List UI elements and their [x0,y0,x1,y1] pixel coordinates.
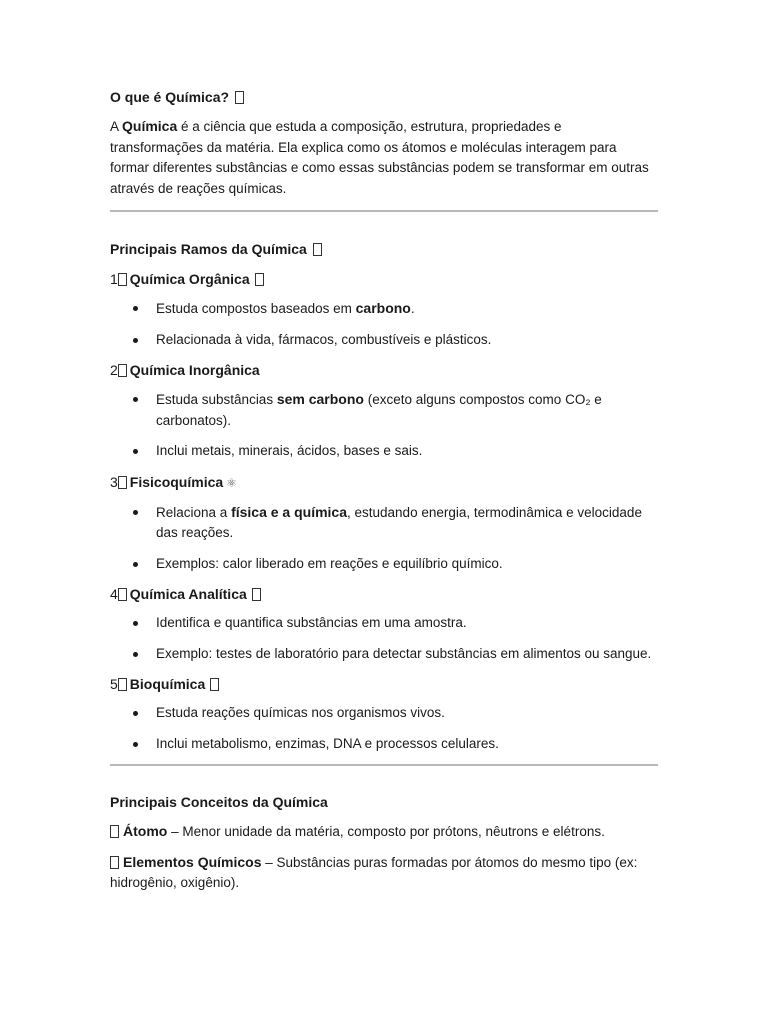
missing-glyph-icon [118,588,127,601]
bullet-dot-icon [133,652,138,657]
bullet-item [110,703,658,724]
branch-number: 2 [110,362,118,378]
missing-glyph-icon [118,364,127,377]
bullet-dot-icon [133,742,138,747]
section-title-text: Principais Ramos da Química [110,241,307,257]
branch-name: Química Analítica [129,586,247,602]
section-title-concepts [110,792,658,812]
missing-glyph-icon [210,678,219,691]
bullet-text: Estuda reações químicas nos organismos vivos. [156,705,445,720]
bullet-text: Relaciona a [156,504,232,520]
horizontal-rule [110,210,658,212]
intro-text-bold: Química [122,118,178,134]
bullet-list [110,502,658,575]
bullet-text: Estuda substâncias [156,392,277,407]
bullet-text: Inclui metais, minerais, ácidos, bases e sais. [156,443,423,458]
concepts-list [110,821,658,894]
branch-heading [110,269,658,289]
intro-text-a: A [110,119,123,134]
bullet-item [110,298,658,320]
bullet-text-bold: sem carbono [276,391,364,407]
bullet-text-bold: física e a química [231,503,348,520]
branch-number: 5 [110,676,118,692]
bullet-item [110,389,658,431]
bullet-item [110,441,658,462]
bullet-item [110,502,658,544]
missing-glyph-icon [118,476,127,489]
concept-description: – Menor unidade da matéria, composto por prótons, nêutrons e elétrons. [167,824,605,839]
missing-glyph-icon [110,856,119,869]
bullet-dot-icon [133,562,138,567]
bullet-text: Inclui metabolismo, enzimas, DNA e processos celulares. [156,735,499,751]
bullet-text-bold: carbono [355,300,411,316]
bullet-item [110,554,658,575]
bullet-dot-icon [133,449,138,454]
branch-name: Bioquímica [129,676,206,692]
missing-glyph-icon [118,678,127,691]
section-title-branches [110,239,658,259]
branch-number: 3 [110,473,118,490]
bullet-text: Exemplo: testes de laboratório para detectar substâncias em alimentos ou sangue. [156,645,652,661]
bullet-item [110,734,658,755]
branch-heading [110,674,658,694]
branches-list [110,269,658,754]
intro-text-c: é a ciência que estuda a composição, estrutura, propriedades e transformações da matéria. Ela explica como os átomos e moléculas interagem para formar diferentes substâncias e como essas substâncias podem se transformar em outras através de reações químicas. [110,119,649,196]
missing-glyph-icon [118,273,127,286]
bullet-text: Exemplos: calor liberado em reações e equilíbrio químico. [156,555,503,571]
branch-number: 4 [110,586,118,602]
missing-glyph-icon [235,91,244,104]
concept-item [110,821,658,843]
bullet-item [110,644,658,665]
branch-name: Química Inorgânica [129,362,260,378]
section-title-text: Principais Conceitos da Química [110,794,328,810]
bullet-dot-icon [133,306,138,311]
bullet-dot-icon [133,510,138,515]
bullet-list [110,389,658,462]
section-title-text: O que é Química? [110,89,230,105]
branch-number: 1 [110,271,118,287]
atom-symbol-icon: ⚛ [226,475,237,490]
bullet-dot-icon [133,621,138,626]
section-title-what-is-chemistry [110,87,658,107]
bullet-text: , estudando energia, termodinâmica e velocidade das reações. [156,504,642,540]
bullet-list [110,613,658,664]
missing-glyph-icon [255,273,264,286]
concept-term: Elementos Químicos [123,853,262,870]
branch-name: Fisicoquímica [129,473,224,490]
concept-description: – Substâncias puras formadas por átomos do mesmo tipo (ex: hidrogênio, oxigênio). [110,854,638,890]
branch-heading [110,472,658,493]
branch-name: Química Orgânica [129,271,250,287]
horizontal-rule [110,764,658,766]
bullet-dot-icon [133,338,138,343]
branch-heading [110,584,658,604]
intro-paragraph [110,116,658,199]
bullet-text: (exceto alguns compostos como CO₂ e carbonatos). [156,392,602,428]
bullet-text: Identifica e quantifica substâncias em uma amostra. [156,615,467,630]
bullet-text: . [410,301,415,316]
bullet-list [110,298,658,350]
bullet-dot-icon [133,711,138,716]
bullet-list [110,703,658,754]
bullet-item [110,613,658,634]
bullet-text: Estuda compostos baseados em [156,301,356,316]
bullet-item [110,330,658,351]
bullet-dot-icon [133,397,138,402]
branch-heading [110,360,658,380]
missing-glyph-icon [313,243,322,256]
missing-glyph-icon [110,825,119,838]
concept-item [110,852,658,894]
bullet-text: Relacionada à vida, fármacos, combustíveis e plásticos. [156,331,492,347]
concept-term: Átomo [123,823,168,839]
missing-glyph-icon [252,588,261,601]
